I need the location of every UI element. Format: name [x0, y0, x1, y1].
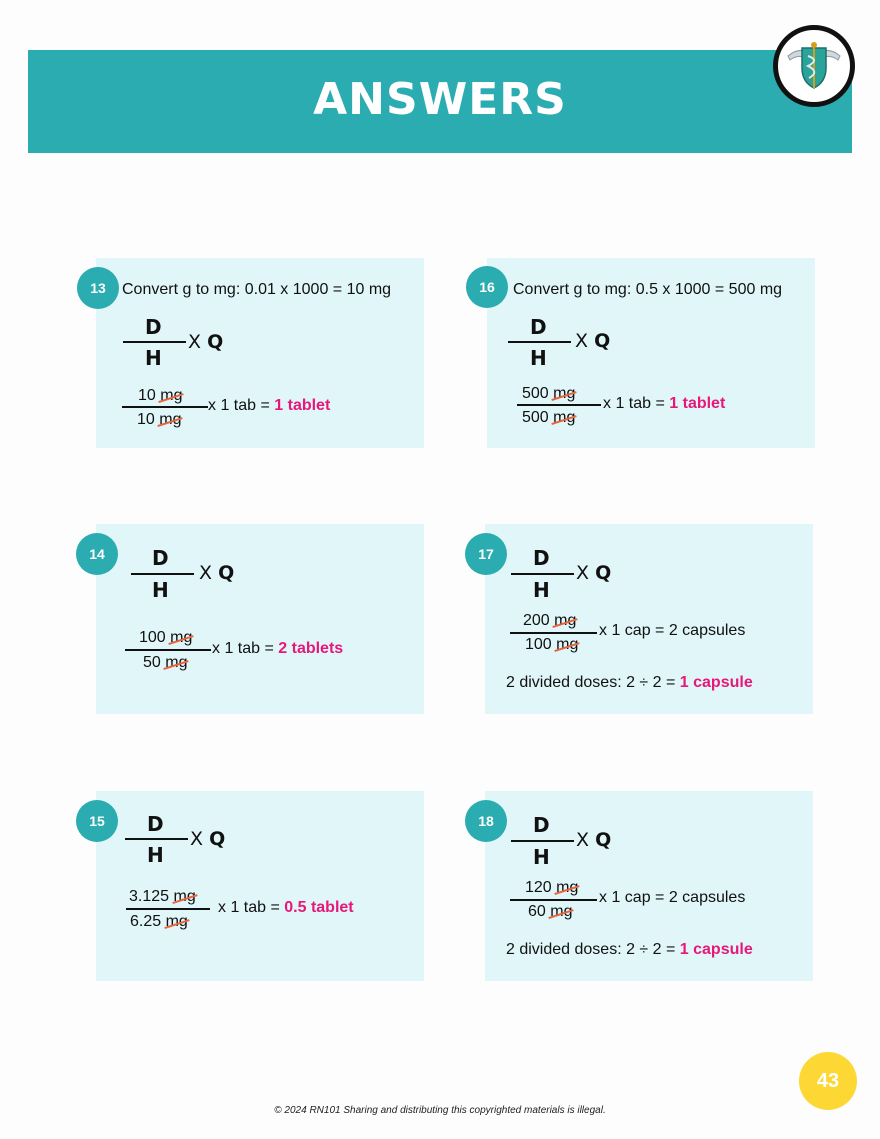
conversion-text: Convert g to mg: 0.01 x 1000 = 10 mg	[122, 281, 392, 298]
formula-h: H	[533, 578, 550, 602]
formula-x-q: X Q	[576, 829, 612, 851]
formula-x-q: X Q	[190, 828, 226, 850]
formula-fraction-line	[511, 840, 574, 842]
copyright-footer: © 2024 RN101 Sharing and distributing this copyrighted materials is illegal.	[274, 1105, 606, 1116]
dose-denominator: 6.25 mg	[130, 913, 188, 930]
page-title: ANSWERS	[313, 74, 567, 125]
formula-h: H	[533, 845, 550, 869]
dose-denominator: 60 mg	[528, 903, 573, 920]
formula-fraction-line	[131, 573, 194, 575]
dose-fraction-line	[510, 899, 597, 901]
formula-h: H	[530, 346, 547, 370]
dose-numerator: 200 mg	[523, 612, 577, 629]
answer-card-14	[96, 524, 424, 714]
formula-d: D	[533, 546, 550, 570]
formula-d: D	[533, 813, 550, 837]
dose-fraction-line	[126, 908, 210, 910]
formula-fraction-line	[123, 341, 186, 343]
formula-fraction-line	[511, 573, 574, 575]
formula-x-q: X Q	[199, 562, 235, 584]
dose-fraction-line	[510, 632, 597, 634]
dose-fraction-line	[517, 404, 601, 406]
answer-card-15	[96, 791, 424, 981]
dose-denominator: 50 mg	[143, 654, 188, 671]
dose-result: x 1 cap = 2 capsules	[599, 889, 746, 906]
dose-fraction-line	[125, 649, 211, 651]
dose-fraction-line	[122, 406, 208, 408]
formula-h: H	[152, 578, 169, 602]
dose-numerator: 500 mg	[522, 385, 576, 402]
formula-x-q: X Q	[188, 331, 224, 353]
question-number-badge: 15	[76, 800, 118, 842]
dose-numerator: 3.125 mg	[129, 888, 196, 905]
caduceus-shield-logo-icon	[773, 25, 855, 107]
formula-fraction-line	[125, 838, 188, 840]
question-number-badge: 16	[466, 266, 508, 308]
formula-d: D	[147, 812, 164, 836]
formula-d: D	[530, 315, 547, 339]
formula-fraction-line	[508, 341, 571, 343]
dose-numerator: 10 mg	[138, 387, 183, 404]
conversion-text: Convert g to mg: 0.5 x 1000 = 500 mg	[513, 281, 783, 298]
divided-doses-result: 2 divided doses: 2 ÷ 2 = 1 capsule	[506, 674, 753, 691]
divided-doses-result: 2 divided doses: 2 ÷ 2 = 1 capsule	[506, 941, 753, 958]
dose-result: x 1 tab = 1 tablet	[208, 397, 331, 414]
dose-result: x 1 tab = 2 tablets	[212, 640, 344, 657]
dose-numerator: 120 mg	[525, 879, 579, 896]
formula-x-q: X Q	[575, 330, 611, 352]
dose-denominator: 100 mg	[525, 636, 579, 653]
formula-h: H	[145, 346, 162, 370]
question-number-badge: 13	[77, 267, 119, 309]
dose-result: x 1 tab = 0.5 tablet	[218, 899, 354, 916]
dose-result: x 1 tab = 1 tablet	[603, 395, 726, 412]
formula-x-q: X Q	[576, 562, 612, 584]
dose-result: x 1 cap = 2 capsules	[599, 622, 746, 639]
formula-d: D	[152, 546, 169, 570]
question-number-badge: 18	[465, 800, 507, 842]
question-number-badge: 17	[465, 533, 507, 575]
formula-h: H	[147, 843, 164, 867]
dose-numerator: 100 mg	[139, 629, 193, 646]
page-number-badge: 43	[799, 1052, 857, 1110]
dose-denominator: 500 mg	[522, 409, 576, 426]
question-number-badge: 14	[76, 533, 118, 575]
dose-denominator: 10 mg	[137, 411, 182, 428]
formula-d: D	[145, 315, 162, 339]
